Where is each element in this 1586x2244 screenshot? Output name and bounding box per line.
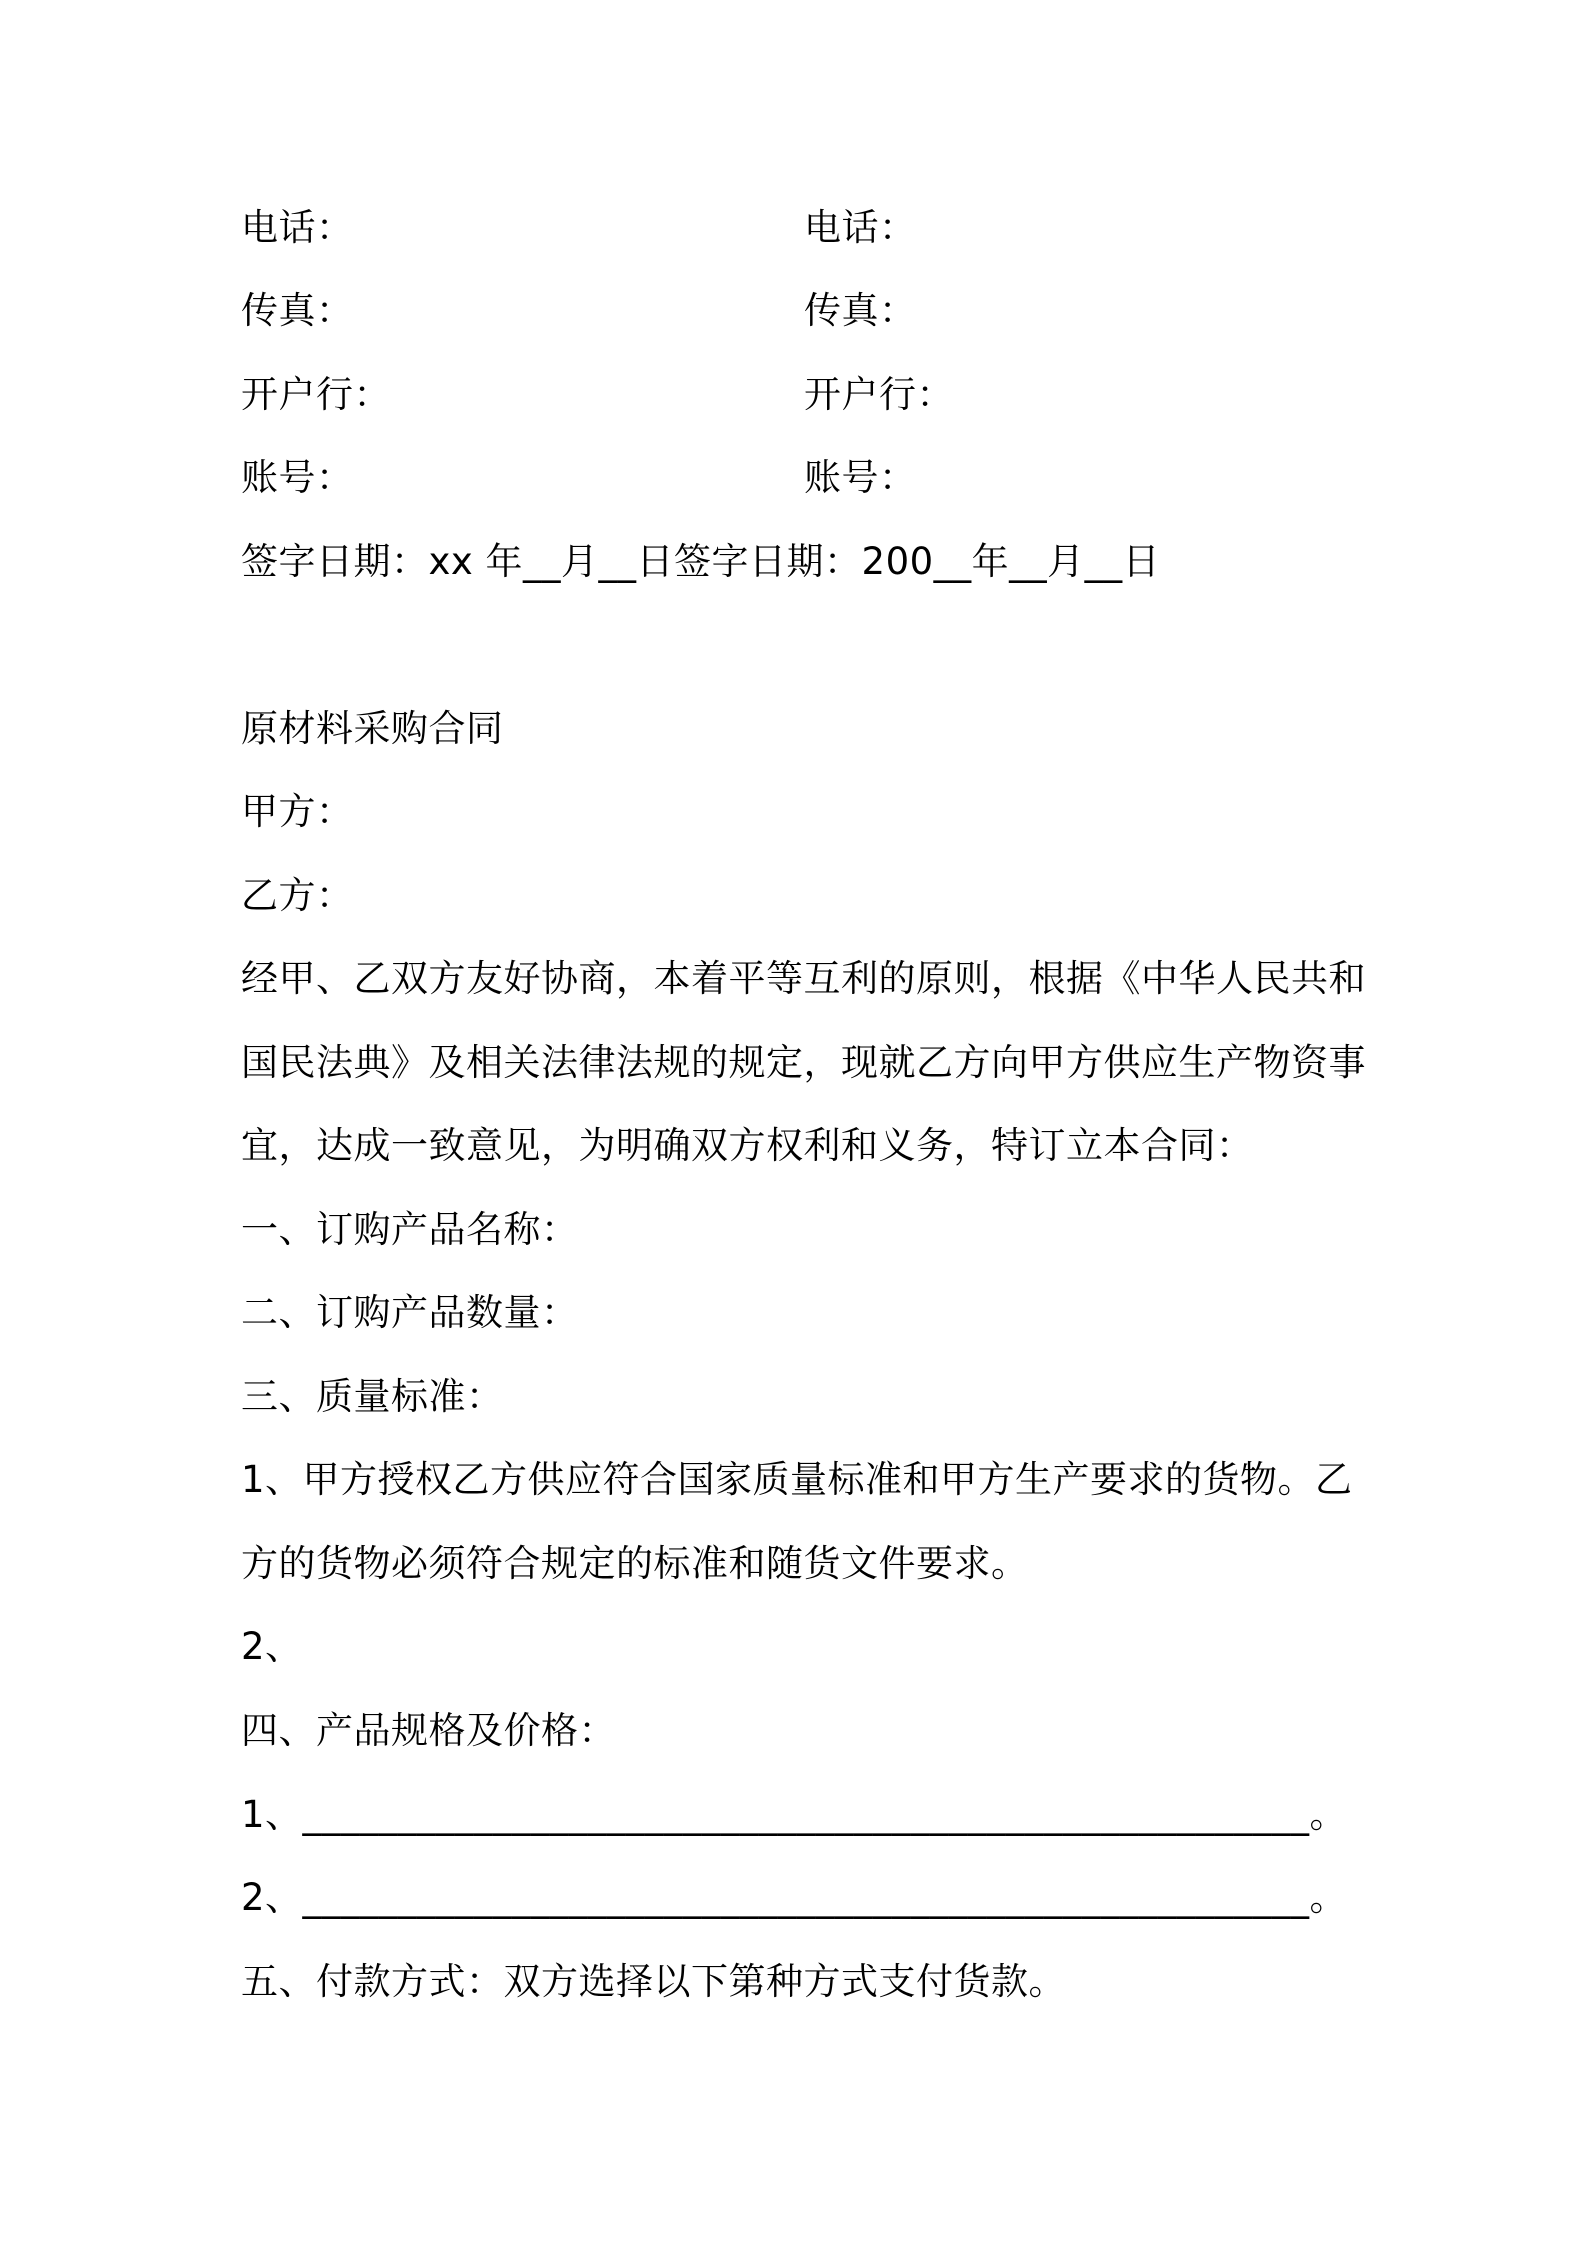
left-bank-label: 开户行：: [241, 373, 391, 416]
intro-paragraph-line-3: 宜，达成一致意见，为明确双方权利和义务，特订立本合同：: [241, 1124, 1254, 1167]
right-bank-label: 开户行：: [804, 373, 954, 416]
left-fax-label: 传真：: [241, 289, 354, 332]
section-product-quantity: 二、订购产品数量：: [241, 1291, 579, 1334]
right-phone-label: 电话：: [804, 206, 917, 249]
section-spec-price: 四、产品规格及价格：: [241, 1709, 616, 1752]
spec-item-2: 2、_____________________________________________________。: [241, 1876, 1348, 1919]
right-account-label: 账号：: [804, 456, 917, 499]
spec-item-1: 1、_____________________________________________________。: [241, 1793, 1348, 1836]
quality-item-1-line-2: 方的货物必须符合规定的标准和随货文件要求。: [241, 1542, 1029, 1585]
quality-item-1-line-1: 1、甲方授权乙方供应符合国家质量标准和甲方生产要求的货物。乙: [241, 1458, 1353, 1501]
left-phone-label: 电话：: [241, 206, 354, 249]
left-account-label: 账号：: [241, 456, 354, 499]
party-b-label: 乙方：: [241, 874, 354, 917]
right-fax-label: 传真：: [804, 289, 917, 332]
intro-paragraph-line-2: 国民法典》及相关法律法规的规定，现就乙方向甲方供应生产物资事: [241, 1041, 1366, 1084]
intro-paragraph-line-1: 经甲、乙双方友好协商，本着平等互利的原则，根据《中华人民共和: [241, 957, 1366, 1000]
sign-date-line: 签字日期：xx 年__月__日签字日期：200__年__月__日: [241, 540, 1161, 583]
party-a-label: 甲方：: [241, 790, 354, 833]
section-payment-method: 五、付款方式：双方选择以下第种方式支付货款。: [241, 1960, 1066, 2003]
section-quality-standard: 三、质量标准：: [241, 1375, 504, 1418]
section-product-name: 一、订购产品名称：: [241, 1208, 579, 1251]
contract-title: 原材料采购合同: [241, 707, 504, 750]
quality-item-2: 2、: [241, 1625, 303, 1668]
